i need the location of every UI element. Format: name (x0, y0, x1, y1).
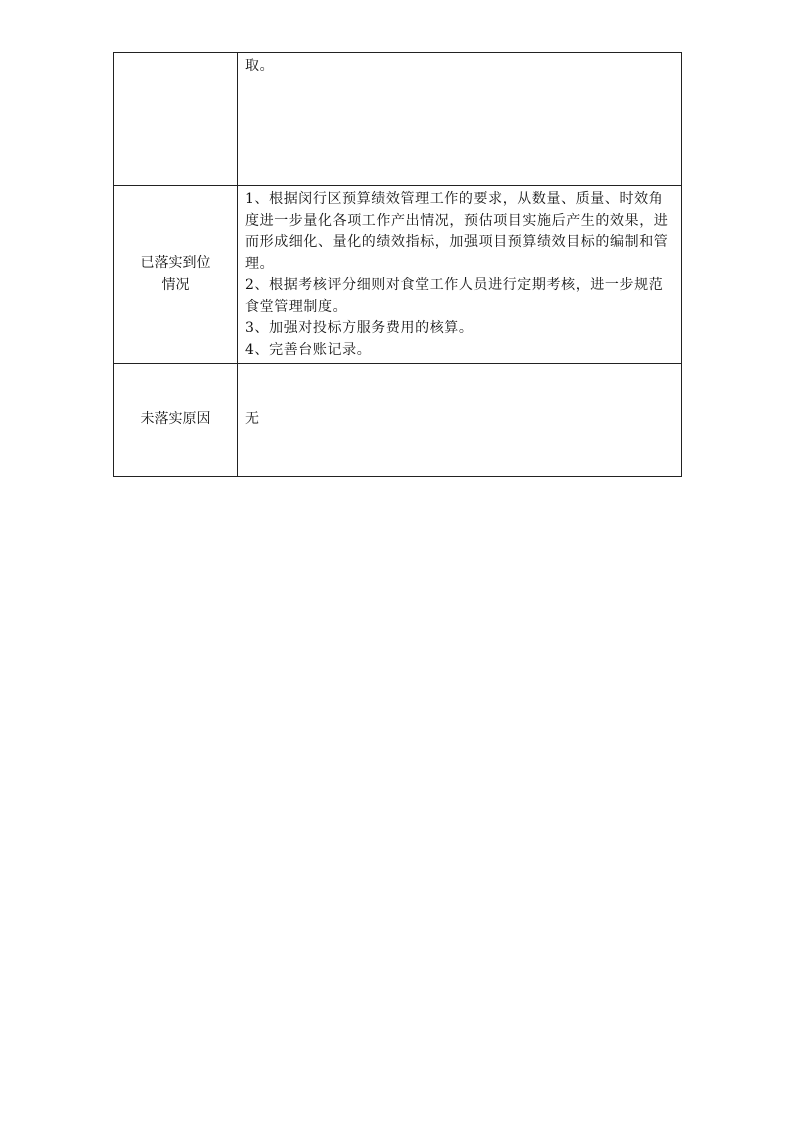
row-content-not-implemented (238, 364, 682, 477)
row-label-not-implemented (114, 364, 238, 477)
label-line-1: 未落实原因 (140, 411, 211, 428)
label-line-2: 情况 (161, 276, 190, 293)
implemented-item-3: 3、加强对投标方服务费用的核算。 (245, 320, 474, 336)
table-row-continuation (114, 53, 682, 186)
implemented-item-2: 2、根据考核评分细则对食堂工作人员进行定期考核，进一步规范食堂管理制度。 (245, 277, 664, 315)
table-row-implemented (114, 186, 682, 364)
implemented-item-4: 4、完善台账记录。 (245, 341, 372, 358)
implemented-item-1: 1、根据闵行区预算绩效管理工作的要求，从数量、质量、时效角度进一步量化各项工作产出情况，预估项目实施后产生的效果，进而形成细化、量化的绩效指标，加强项目预算绩效目标的编制和管理。 (245, 191, 669, 272)
row-content-implemented (238, 186, 682, 364)
document-table (113, 52, 682, 477)
row-label-empty (114, 53, 238, 186)
not-implemented-reason: 无 (245, 411, 260, 428)
row-label-implemented (114, 186, 238, 364)
row-content-continuation (238, 53, 682, 186)
continuation-text: 取。 (245, 58, 275, 74)
table-row-not-implemented (114, 364, 682, 477)
label-line-1: 已落实到位 (140, 255, 211, 271)
